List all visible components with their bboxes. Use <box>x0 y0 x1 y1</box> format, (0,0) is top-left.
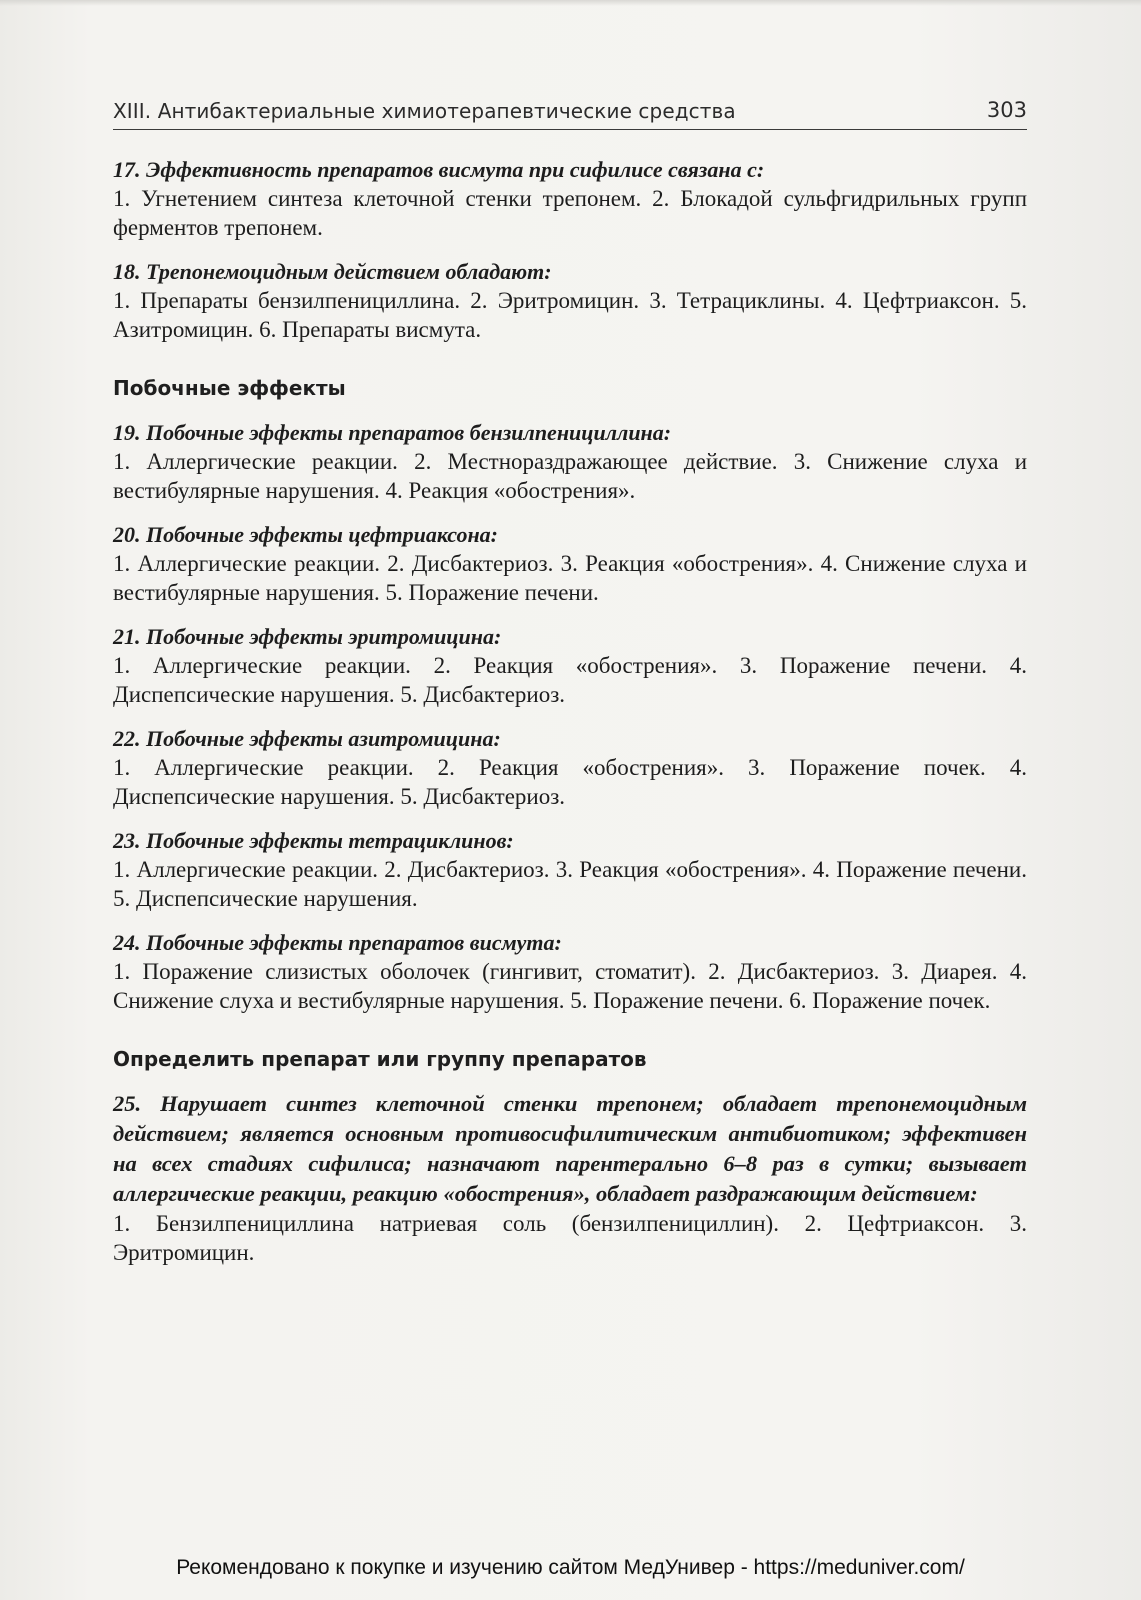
question-block-20 <box>113 520 1027 607</box>
section-heading-side-effects: Побочные эффекты <box>113 376 346 400</box>
question-block-22 <box>113 724 1027 811</box>
question-text: 21. Побочные эффекты эритромицина: <box>113 624 502 649</box>
answer-options: 1. Аллергические реакции. 2. Реакция «обострения». 3. Поражение печени. 4. Диспепсические нарушения. 5. Дисбактериоз. <box>113 653 1027 707</box>
page-number: 303 <box>986 98 1027 122</box>
answer-options: 1. Аллергические реакции. 2. Реакция «обострения». 3. Поражение почек. 4. Диспепсические нарушения. 5. Дисбактериоз. <box>113 755 1027 809</box>
running-header <box>113 95 1027 130</box>
question-block-23 <box>113 826 1027 913</box>
answer-options: 1. Аллергические реакции. 2. Дисбактериоз. 3. Реакция «обострения». 4. Поражение печени. 5. Диспепсические нарушения. <box>113 857 1027 911</box>
question-text: 24. Побочные эффекты препаратов висмута: <box>113 930 562 955</box>
question-block-24 <box>113 928 1027 1015</box>
answer-options: 1. Бензилпенициллина натриевая соль (бензилпенициллин). 2. Цефтриаксон. 3. Эритромицин. <box>113 1211 1027 1265</box>
footer-recommendation: Рекомендовано к покупке и изучению сайтом МедУнивер - https://meduniver.com/ <box>176 1556 965 1579</box>
question-text: 19. Побочные эффекты препаратов бензилпенициллина: <box>113 420 672 445</box>
section-heading-identify-drug: Определить препарат или группу препаратов <box>113 1047 647 1071</box>
question-text: 18. Трепонемоцидным действием обладают: <box>113 259 552 284</box>
question-block-25 <box>113 1089 1027 1267</box>
question-block-18 <box>113 257 1027 344</box>
page-top-edge <box>0 0 1141 6</box>
question-text: 22. Побочные эффекты азитромицина: <box>113 726 501 751</box>
question-block-19 <box>113 418 1027 505</box>
running-title: XIII. Антибактериальные химиотерапевтические средства <box>113 99 736 123</box>
answer-options: 1. Аллергические реакции. 2. Местнораздражающее действие. 3. Снижение слуха и вестибулярные нарушения. 4. Реакция «обострения». <box>113 449 1027 503</box>
answer-options: 1. Препараты бензилпенициллина. 2. Эритромицин. 3. Тетрациклины. 4. Цефтриаксон. 5. Азитромицин. 6. Препараты висмута. <box>113 288 1027 342</box>
answer-options: 1. Аллергические реакции. 2. Дисбактериоз. 3. Реакция «обострения». 4. Снижение слуха и вестибулярные нарушения. 5. Поражение печени. <box>113 551 1027 605</box>
question-text: 20. Побочные эффекты цефтриаксона: <box>113 522 498 547</box>
question-block-21 <box>113 622 1027 709</box>
answer-options: 1. Угнетением синтеза клеточной стенки трепонем. 2. Блокадой сульфгидрильных групп ферментов трепонем. <box>113 186 1027 240</box>
page-content <box>113 155 1027 1282</box>
question-text: 25. Нарушает синтез клеточной стенки трепонем; обладает трепонемоцидным действием; является основным противосифилитическим антибиотиком; эффективен на всех стадиях сифилиса; назначают парентерально 6–8 раз в сутки; вызывает аллергические реакции, реакцию «обострения», обладает раздражающим действием: <box>113 1091 1027 1206</box>
answer-options: 1. Поражение слизистых оболочек (гингивит, стоматит). 2. Дисбактериоз. 3. Диарея. 4. Снижение слуха и вестибулярные нарушения. 5. Поражение печени. 6. Поражение почек. <box>113 959 1027 1013</box>
question-block-17 <box>113 155 1027 242</box>
question-text: 17. Эффективность препаратов висмута при сифилисе связана с: <box>113 157 765 182</box>
question-text: 23. Побочные эффекты тетрациклинов: <box>113 828 514 853</box>
